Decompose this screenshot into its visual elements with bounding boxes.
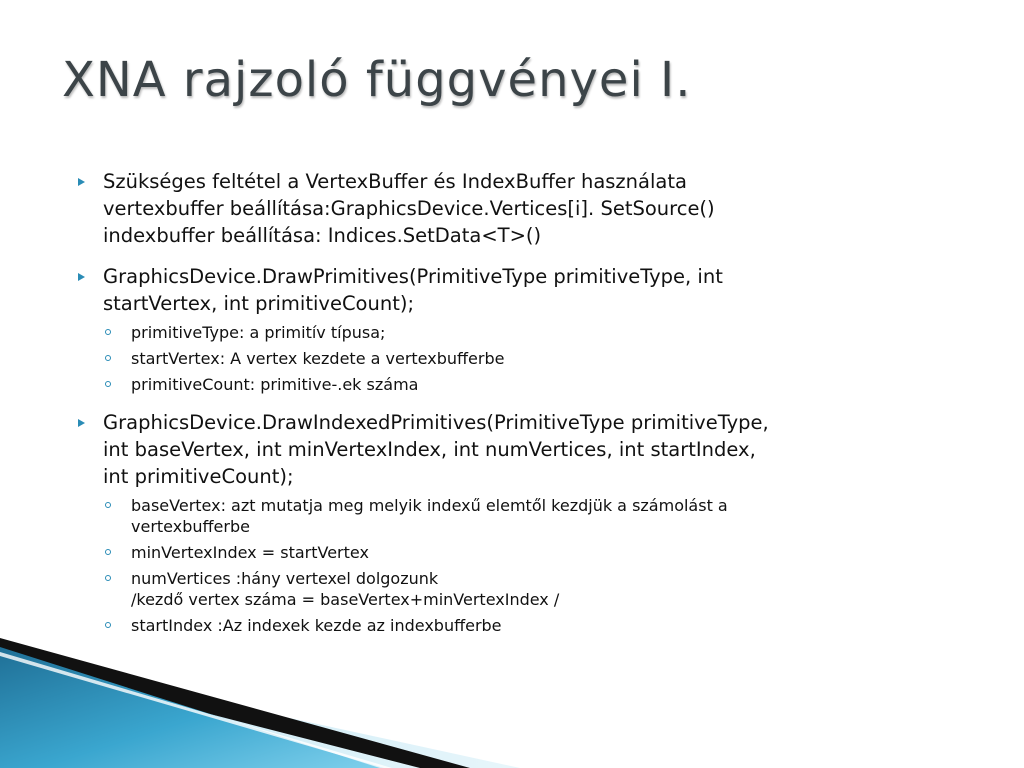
sub-bullet-line: numVertices :hány vertexel dolgozunk [131,569,439,588]
sub-bullet-numvertices [103,568,966,610]
bullet-line: startVertex, int primitiveCount); [103,292,415,315]
sub-bullet-primitivetype [103,322,966,343]
sub-bullet-line: baseVertex: azt mutatja meg melyik indexű elemtől kezdjük a számolást a [131,496,728,515]
bullet-line: vertexbuffer beállítása:GraphicsDevice.Vertices[i]. SetSource() [103,197,715,220]
sub-bullet-line: primitiveCount: primitive-.ek száma [131,375,419,394]
sub-bullet-startindex [103,615,966,636]
circle-bullet-icon [105,502,111,508]
circle-bullet-icon [105,622,111,628]
circle-bullet-icon [105,549,111,555]
sub-bullet-list [103,495,966,636]
triangle-bullet-icon [78,273,85,281]
sub-bullet-line: primitiveType: a primitív típusa; [131,323,386,342]
sub-bullet-startvertex [103,348,966,369]
bullet-drawindexedprimitives [76,409,966,636]
slide-title: XNA rajzoló függvényei I. [62,52,692,108]
sub-bullet-line: startIndex :Az indexek kezde az indexbufferbe [131,616,502,635]
triangle-bullet-icon [78,419,85,427]
bullet-line: Szükséges feltétel a VertexBuffer és IndexBuffer használata [103,170,687,193]
sub-bullet-line: startVertex: A vertex kezdete a vertexbufferbe [131,349,505,368]
bullet-drawprimitives [76,263,966,395]
sub-bullet-basevertex [103,495,966,537]
bullet-vertexbuffer-requirement [76,168,966,249]
sub-bullet-list [103,322,966,395]
bullet-line: GraphicsDevice.DrawPrimitives(PrimitiveType primitiveType, int [103,265,723,288]
sub-bullet-primitivecount [103,374,966,395]
sub-bullet-line: /kezdő vertex száma = baseVertex+minVertexIndex / [131,590,560,609]
bullet-line: GraphicsDevice.DrawIndexedPrimitives(PrimitiveType primitiveType, [103,411,769,434]
sub-bullet-minvertexindex [103,542,966,563]
sub-bullet-line: vertexbufferbe [131,517,250,536]
circle-bullet-icon [105,381,111,387]
circle-bullet-icon [105,329,111,335]
slide-content [76,168,966,641]
circle-bullet-icon [105,355,111,361]
circle-bullet-icon [105,575,111,581]
bullet-line: indexbuffer beállítása: Indices.SetData<T>() [103,224,542,247]
sub-bullet-line: minVertexIndex = startVertex [131,543,369,562]
bullet-line: int primitiveCount); [103,465,294,488]
triangle-bullet-icon [78,178,85,186]
bullet-line: int baseVertex, int minVertexIndex, int numVertices, int startIndex, [103,438,756,461]
